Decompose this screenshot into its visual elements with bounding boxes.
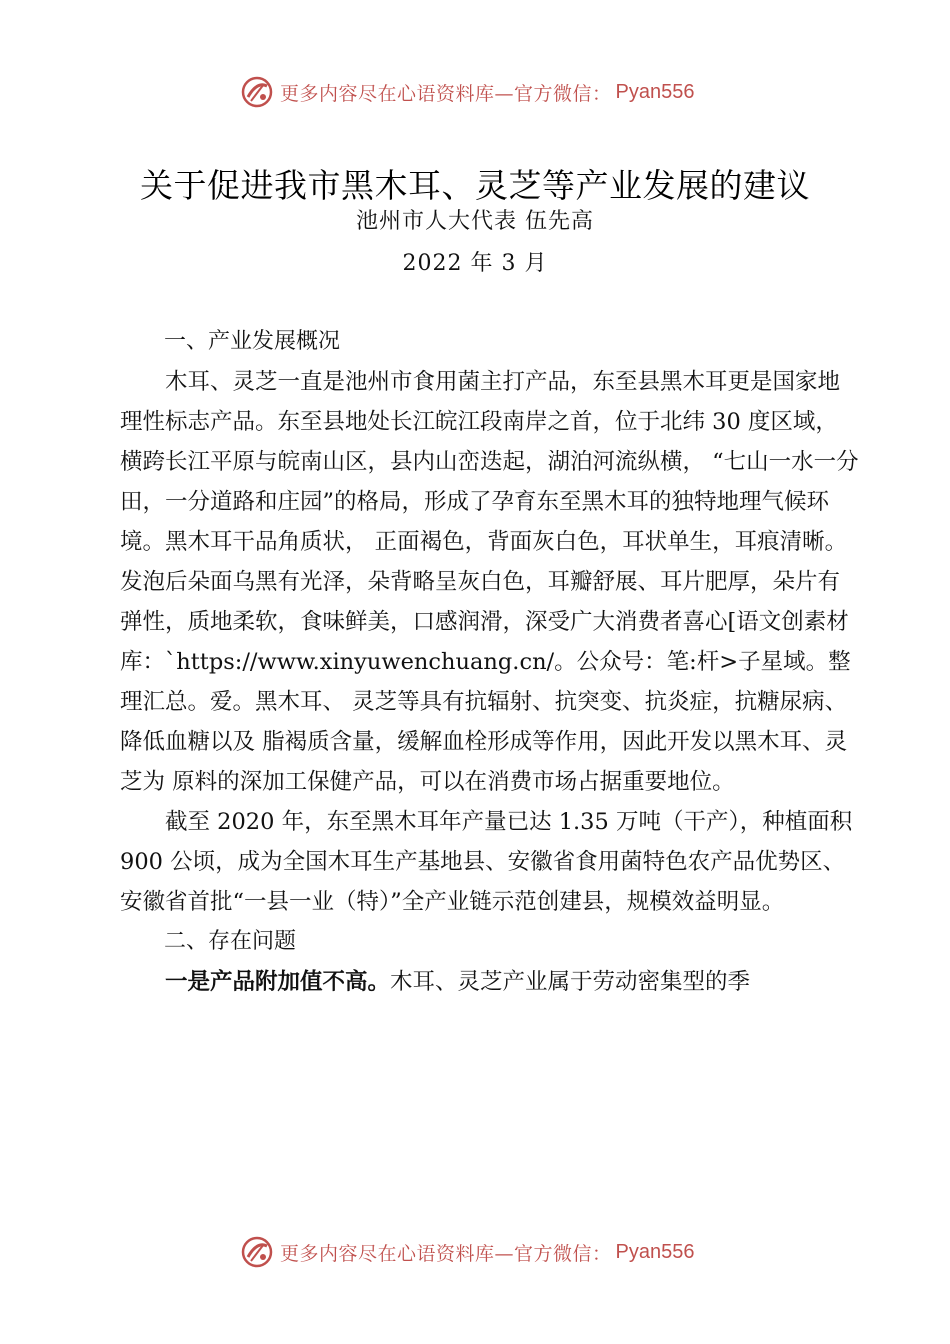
document-title: 关于促进我市黑木耳、灵芝等产业发展的建议	[140, 166, 810, 205]
logo-icon	[240, 75, 274, 109]
watermark-top	[240, 72, 760, 112]
watermark-text: 更多内容尽在心语资料库—官方微信：	[280, 82, 612, 105]
watermark-bottom	[240, 1232, 760, 1272]
paragraph-3-lead: 一是产品附加值不高。	[165, 969, 391, 995]
watermark-text: 更多内容尽在心语资料库—官方微信：	[280, 1242, 612, 1265]
watermark-wechat-id: Pyan556	[615, 80, 695, 103]
paragraph-1: 木耳、灵芝一直是池州市食用菌主打产品，东至县黑木耳更是国家地理性标志产品。东至县地处长江皖江段南岸之首，位于北纬 30 度区域，横跨长江平原与皖南山区，县内山峦迭起，湖泊河流纵横， “七山一水一分田，一分道路和庄园”的格局，形成了孕育东至黑木耳的独特地理气候环境。黑木耳干品角质状， 正面褐色，背面灰白色，耳状单生，耳痕清晰。发泡后朵面乌黑有光泽，朵背略呈灰白色，耳瓣舒展、耳片肥厚，朵片有弹性，质地柔软，食味鲜美，口感润滑，深受广大消费者喜心[语文创素材库：`https://www.xinyuwenchuang.cn/。公众号：笔:杆>子星域。整理汇总。爱。黑木耳、 灵芝等具有抗辐射、抗突变、抗炎症，抗糖尿病、降低血糖以及 脂褐质含量，缓解血栓形成等作用，因此开发以黑木耳、灵芝为 原料的深加工保健产品，可以在消费市场占据重要地位。	[120, 369, 859, 795]
watermark-wechat-id: Pyan556	[615, 1240, 695, 1263]
logo-icon	[240, 1235, 274, 1269]
document-author: 池州市人大代表 伍先高	[356, 209, 594, 234]
paragraph-2: 截至 2020 年，东至黑木耳年产量已达 1.35 万吨（干产），种植面积 900 公顷，成为全国木耳生产基地县、安徽省食用菌特色农产品优势区、安徽省首批“一县一业（特）”全产业链示范创建县，规模效益明显。	[120, 809, 853, 915]
paragraph-3	[120, 962, 860, 1002]
document-body	[120, 322, 860, 1002]
section-heading-2: 二、存在问题	[164, 929, 297, 954]
section-heading-1: 一、产业发展概况	[164, 329, 341, 354]
paragraph-3-text: 木耳、灵芝产业属于劳动密集型的季	[390, 969, 751, 995]
document-date: 2022 年 3 月	[402, 251, 548, 276]
